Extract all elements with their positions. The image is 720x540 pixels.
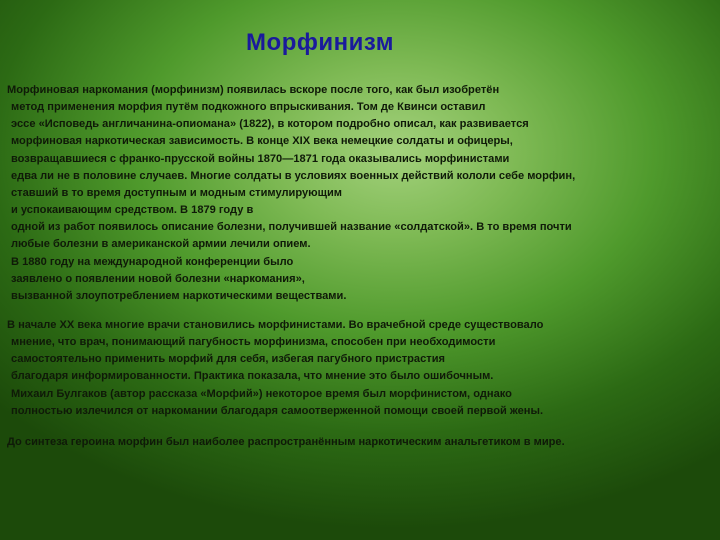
text-line: В начале XX века многие врачи становились морфинистами. Во врачебной среде существовало: [7, 319, 544, 331]
text-line: Морфиновая наркомания (морфинизм) появилась вскоре после того, как был изобретён: [7, 84, 500, 96]
text-line: и успокаивающим средством. В 1879 году в: [11, 204, 254, 217]
text-line: самостоятельно применить морфий для себя, избегая пагубного пристрастия: [11, 353, 445, 366]
text-line: морфиновая наркотическая зависимость. В конце XIX века немецкие солдаты и офицеры,: [11, 135, 513, 148]
text-line: возвращавшиеся с франко-прусской войны 1870—1871 года оказывались морфинистами: [11, 152, 510, 165]
text-line: полностью излечился от наркомании благодаря самоотверженной помощи своей первой жены.: [11, 404, 544, 417]
text-line: вызванной злоупотреблением наркотическими веществами.: [11, 289, 347, 302]
text-line: любые болезни в американской армии лечили опием.: [11, 238, 311, 251]
paragraph-heroin: [7, 434, 565, 451]
text-line: одной из работ появилось описание болезни, получившей название «солдатской». В то время почти: [11, 221, 572, 234]
text-line: ставший в то время доступным и модным стимулирующим: [11, 186, 343, 199]
text-line: До синтеза героина морфин был наиболее распространённым наркотическим анальгетиком в мире.: [7, 436, 565, 448]
paragraph-history: [7, 82, 575, 305]
text-line: В 1880 году на международной конференции было: [11, 255, 294, 268]
paragraph-doctors: [7, 317, 543, 420]
slide-title: Морфинизм: [246, 29, 394, 56]
text-line: Михаил Булгаков (автор рассказа «Морфий») некоторое время был морфинистом, однако: [11, 387, 512, 400]
text-line: заявлено о появлении новой болезни «наркомания»,: [11, 272, 305, 285]
text-line: едва ли не в половине случаев. Многие солдаты в условиях военных действий кололи себе морфин,: [11, 169, 576, 182]
text-line: мнение, что врач, понимающий пагубность морфинизма, способен при необходимости: [11, 336, 496, 349]
text-line: метод применения морфия путём подкожного впрыскивания. Том де Квинси оставил: [11, 101, 486, 114]
text-line: эссе «Исповедь англичанина-опиомана» (1822), в котором подробно описал, как развивается: [11, 118, 529, 131]
text-line: благодаря информированности. Практика показала, что мнение это было ошибочным.: [11, 370, 494, 383]
